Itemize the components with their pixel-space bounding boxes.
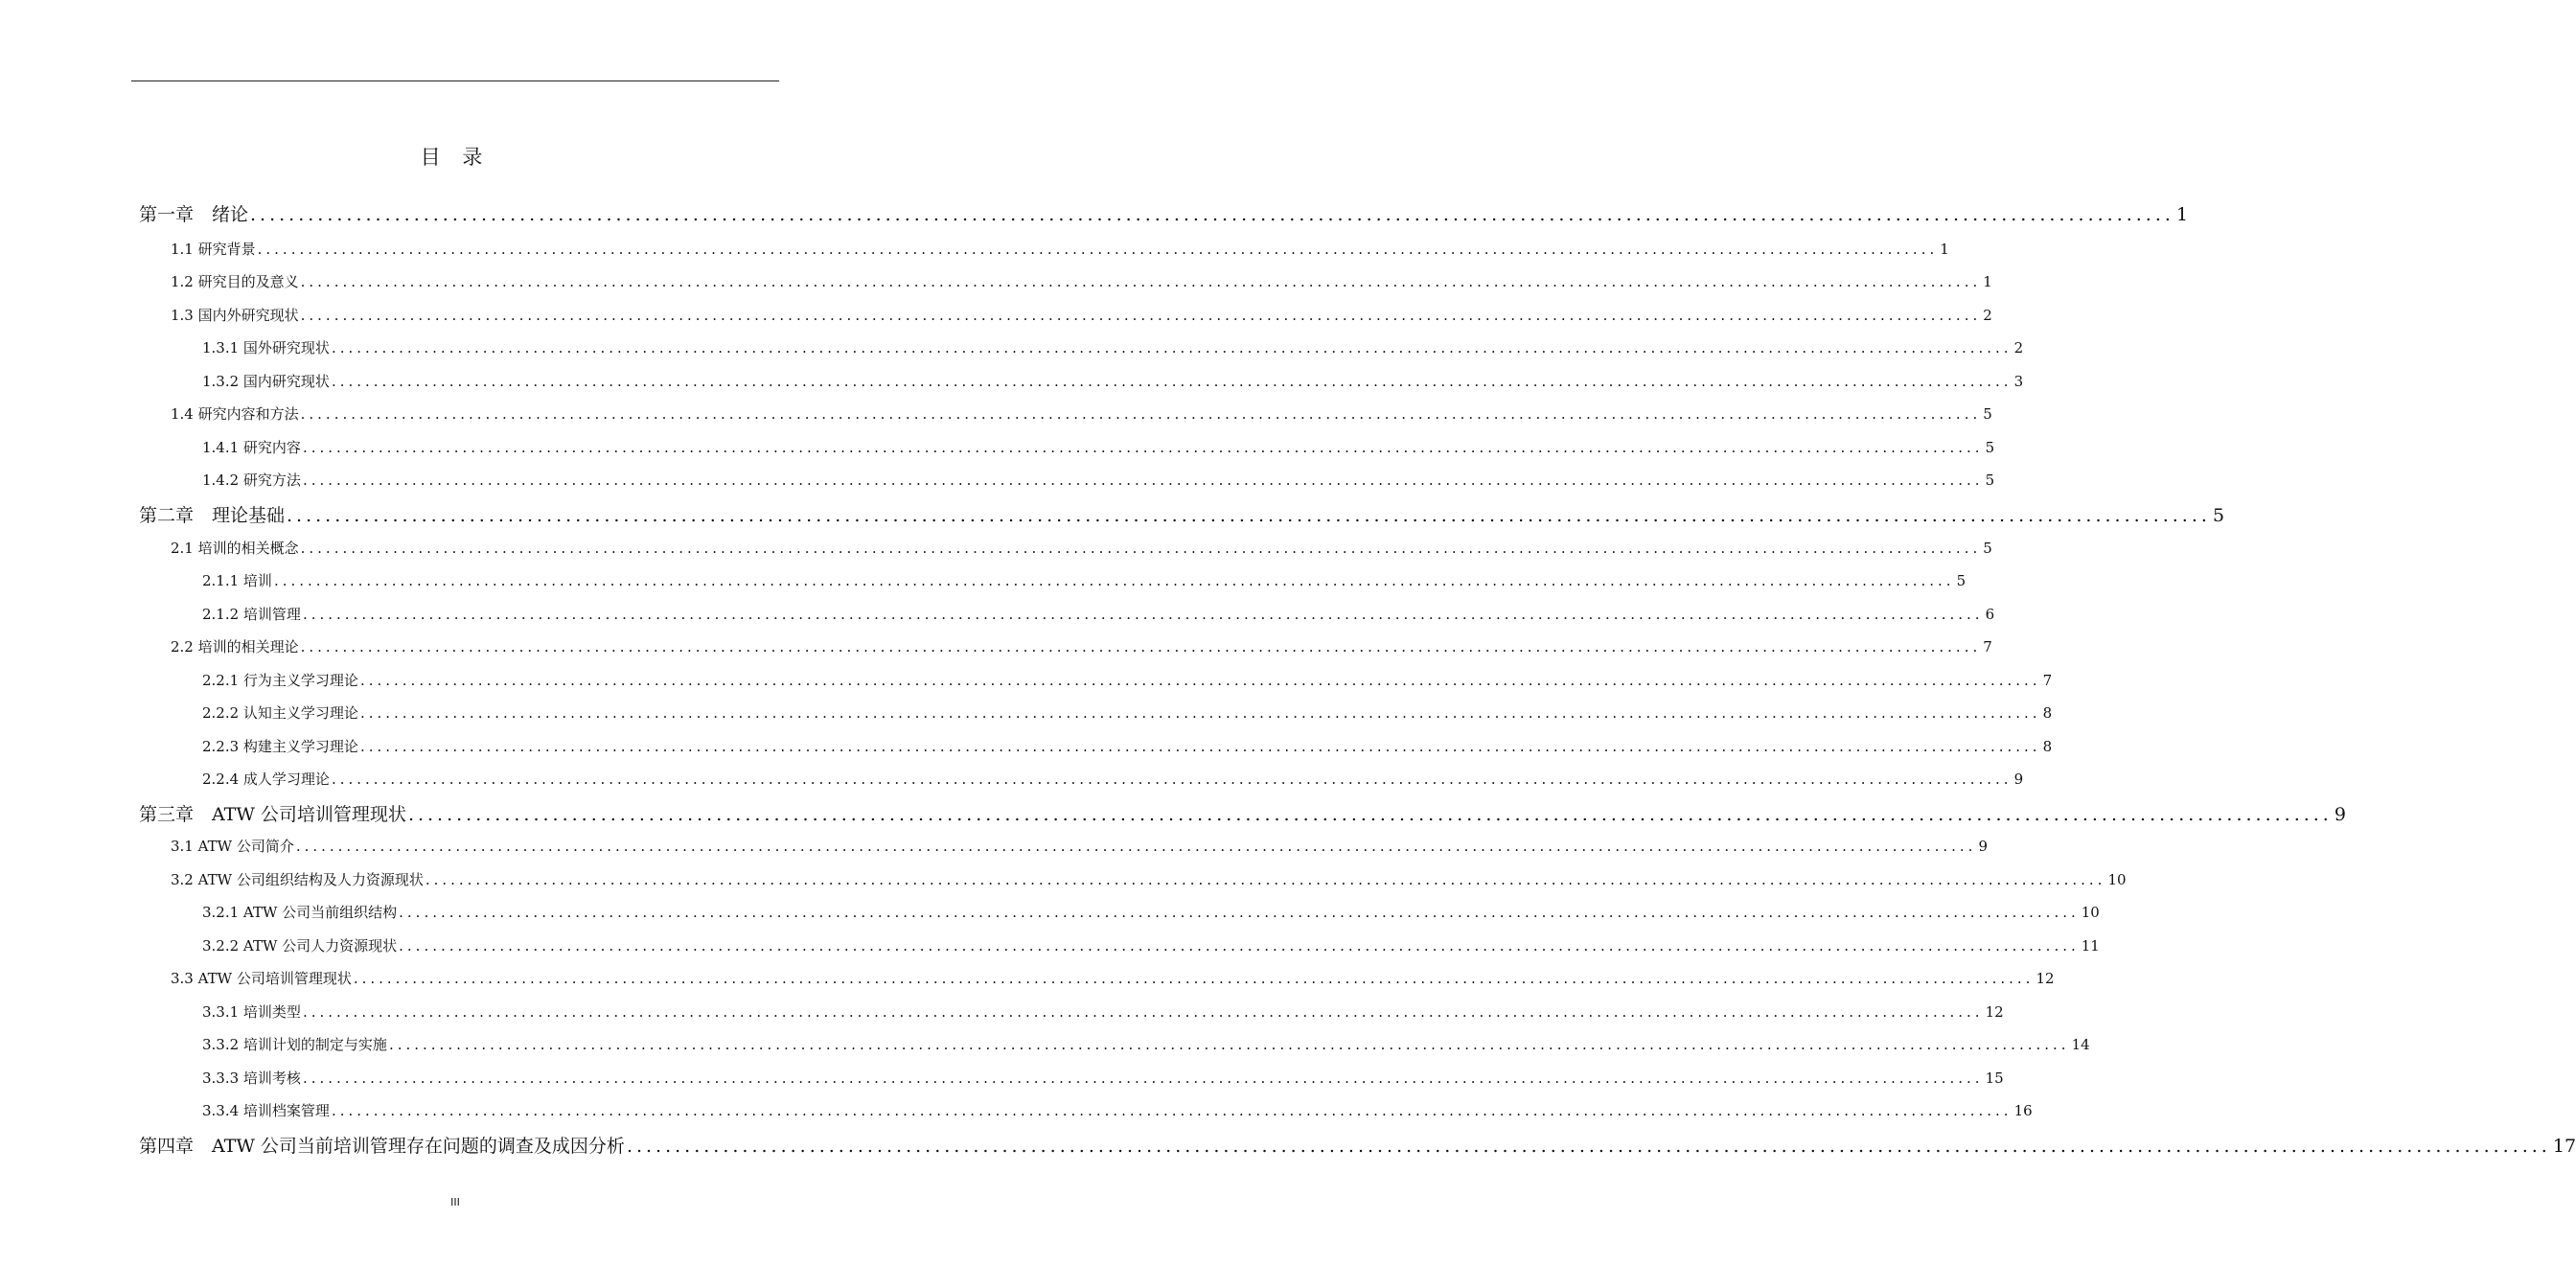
toc-entry-label: 2.2.1 行为主义学习理论	[202, 672, 358, 689]
toc-entry-3-3-3[interactable]	[202, 1068, 2004, 1088]
toc-entry-page: 5	[2212, 505, 2225, 526]
dot-leader: ........................................................................................................................................................................................................	[300, 307, 1982, 324]
toc-entry-3-3-1[interactable]	[202, 1001, 2004, 1022]
dot-leader: ........................................................................................................................................................................................................	[359, 672, 2041, 689]
dot-leader: ........................................................................................................................................................................................................	[331, 1102, 2012, 1119]
toc-entry-3-1[interactable]	[171, 836, 1988, 856]
toc-entry-label: 2.2 培训的相关理论	[171, 638, 299, 656]
toc-entry-2-1[interactable]	[171, 538, 1992, 558]
toc-entry-page: 14	[2071, 1036, 2090, 1053]
toc-entry-page: 8	[2042, 738, 2053, 755]
toc-entry-label: 第一章 绪论	[139, 204, 249, 225]
dot-leader: ........................................................................................................................................................................................................	[331, 373, 2012, 390]
dot-leader: ........................................................................................................................................................................................................	[407, 804, 2333, 825]
toc-entry-label: 3.2 ATW 公司组织结构及人力资源现状	[171, 871, 424, 888]
toc-entry-1-4-2[interactable]	[202, 470, 1995, 490]
toc-entry-label: 1.3.1 国外研究现状	[202, 339, 330, 356]
dot-leader: ........................................................................................................................................................................................................	[257, 241, 1939, 258]
toc-entry-ch4[interactable]	[139, 1132, 2576, 1158]
toc-entry-3-3-4[interactable]	[202, 1100, 2033, 1120]
dot-leader: ........................................................................................................................................................................................................	[359, 738, 2041, 755]
toc-entry-1-4[interactable]	[171, 403, 1992, 424]
toc-entry-ch1[interactable]	[139, 200, 2189, 226]
toc-entry-label: 1.4.1 研究内容	[202, 439, 301, 456]
toc-entry-label: 1.3.2 国内研究现状	[202, 373, 330, 390]
toc-entry-page: 5	[1983, 540, 1992, 557]
toc-entry-label: 3.3.3 培训考核	[202, 1070, 301, 1087]
toc-entry-page: 10	[2107, 871, 2127, 888]
dot-leader: ........................................................................................................................................................................................................	[273, 572, 1955, 589]
dot-leader: ........................................................................................................................................................................................................	[399, 937, 2080, 954]
toc-entry-page: 7	[2042, 672, 2053, 689]
dot-leader: ........................................................................................................................................................................................................	[331, 770, 2012, 788]
toc-entry-label: 3.3.2 培训计划的制定与实施	[202, 1036, 387, 1053]
dot-leader: ........................................................................................................................................................................................................	[626, 1136, 2551, 1157]
toc-entry-label: 1.4.2 研究方法	[202, 472, 301, 489]
dot-leader: ........................................................................................................................................................................................................	[353, 970, 2035, 987]
toc-entry-page: 17	[2552, 1136, 2576, 1157]
dot-leader: ........................................................................................................................................................................................................	[425, 871, 2106, 888]
toc-entry-page: 5	[1985, 439, 1995, 456]
toc-entry-page: 5	[1985, 472, 1995, 489]
toc-entry-page: 7	[1983, 638, 1992, 656]
toc-entry-1-3-2[interactable]	[202, 371, 2024, 391]
toc-entry-2-2-4[interactable]	[202, 769, 2024, 789]
toc-entry-label: 1.4 研究内容和方法	[171, 405, 299, 423]
dot-leader: ........................................................................................................................................................................................................	[302, 472, 1984, 489]
dot-leader: ........................................................................................................................................................................................................	[300, 405, 1982, 423]
toc-entry-page: 6	[1985, 606, 1995, 623]
toc-entry-label: 3.3.1 培训类型	[202, 1003, 301, 1021]
toc-entry-label: 2.1.1 培训	[202, 572, 272, 589]
dot-leader: ........................................................................................................................................................................................................	[295, 838, 1977, 855]
dot-leader: ........................................................................................................................................................................................................	[302, 1003, 1984, 1021]
toc-entry-2-2-1[interactable]	[202, 670, 2053, 690]
toc-entry-label: 3.2.1 ATW 公司当前组织结构	[202, 904, 398, 921]
toc-entry-ch2[interactable]	[139, 501, 2225, 527]
toc-entry-3-2[interactable]	[171, 869, 2127, 889]
toc-entry-label: 3.3.4 培训档案管理	[202, 1102, 330, 1119]
toc-entry-page: 9	[2334, 804, 2346, 825]
toc-entry-label: 2.1.2 培训管理	[202, 606, 301, 623]
toc-entry-page: 1	[1983, 273, 1992, 290]
toc-entry-page: 10	[2081, 904, 2100, 921]
toc-entry-page: 3	[2013, 373, 2024, 390]
dot-leader: ........................................................................................................................................................................................................	[250, 204, 2174, 225]
toc-entry-2-1-1[interactable]	[202, 570, 1966, 590]
dot-leader: ........................................................................................................................................................................................................	[300, 638, 1982, 656]
toc-entry-label: 3.3 ATW 公司培训管理现状	[171, 970, 352, 987]
toc-entry-page: 16	[2013, 1102, 2033, 1119]
toc-entry-label: 第二章 理论基础	[139, 505, 286, 526]
dot-leader: ........................................................................................................................................................................................................	[359, 704, 2041, 722]
toc-entry-page: 2	[2013, 339, 2024, 356]
dot-leader: ........................................................................................................................................................................................................	[331, 339, 2012, 356]
toc-entry-page: 2	[1983, 307, 1992, 324]
toc-entry-2-2-2[interactable]	[202, 702, 2053, 723]
toc-entry-3-3[interactable]	[171, 968, 2055, 988]
toc-entry-page: 11	[2081, 937, 2100, 954]
toc-entry-label: 2.2.3 构建主义学习理论	[202, 738, 358, 755]
dot-leader: ........................................................................................................................................................................................................	[302, 1070, 1984, 1087]
toc-entry-label: 1.1 研究背景	[171, 241, 256, 258]
toc-entry-label: 3.1 ATW 公司简介	[171, 838, 294, 855]
dot-leader: ........................................................................................................................................................................................................	[302, 606, 1984, 623]
toc-entry-ch3[interactable]	[139, 800, 2346, 826]
toc-entry-page: 1	[1940, 241, 1949, 258]
toc-entry-page: 1	[2175, 204, 2189, 225]
toc-entry-1-1[interactable]	[171, 239, 1949, 259]
toc-entry-page: 12	[1985, 1003, 2004, 1021]
dot-leader: ........................................................................................................................................................................................................	[399, 904, 2080, 921]
toc-entry-1-3-1[interactable]	[202, 337, 2024, 357]
toc-entry-page: 5	[1983, 405, 1992, 423]
toc-entry-1-2[interactable]	[171, 271, 1992, 291]
toc-entry-3-2-2[interactable]	[202, 935, 2100, 955]
toc-entry-page: 9	[1978, 838, 1988, 855]
toc-title: 目 录	[420, 146, 491, 169]
page-number: III	[450, 1196, 460, 1208]
toc-entry-label: 1.3 国内外研究现状	[171, 307, 299, 324]
header-rule	[131, 80, 779, 81]
toc-entry-2-1-2[interactable]	[202, 604, 1995, 624]
dot-leader: ........................................................................................................................................................................................................	[302, 439, 1984, 456]
dot-leader: ........................................................................................................................................................................................................	[388, 1036, 2070, 1053]
toc-entry-page: 15	[1985, 1070, 2004, 1087]
toc-entry-1-4-1[interactable]	[202, 437, 1995, 457]
toc-entry-page: 9	[2013, 770, 2024, 788]
toc-entry-page: 8	[2042, 704, 2053, 722]
toc-entry-label: 1.2 研究目的及意义	[171, 273, 299, 290]
toc-entry-1-3[interactable]	[171, 305, 1992, 325]
toc-entry-label: 2.2.2 认知主义学习理论	[202, 704, 358, 722]
toc-entry-2-2-3[interactable]	[202, 736, 2053, 756]
toc-entry-label: 第四章 ATW 公司当前培训管理存在问题的调查及成因分析	[139, 1136, 625, 1157]
toc-entry-label: 2.2.4 成人学习理论	[202, 770, 330, 788]
toc-entry-label: 2.1 培训的相关概念	[171, 540, 299, 557]
toc-entry-3-3-2[interactable]	[202, 1034, 2090, 1054]
toc-entry-label: 3.2.2 ATW 公司人力资源现状	[202, 937, 398, 954]
toc-entry-2-2[interactable]	[171, 636, 1992, 656]
toc-entry-3-2-1[interactable]	[202, 902, 2100, 922]
dot-leader: ........................................................................................................................................................................................................	[287, 505, 2211, 526]
dot-leader: ........................................................................................................................................................................................................	[300, 273, 1982, 290]
dot-leader: ........................................................................................................................................................................................................	[300, 540, 1982, 557]
toc-entry-label: 第三章 ATW 公司培训管理现状	[139, 804, 406, 825]
toc-entry-page: 5	[1956, 572, 1966, 589]
toc-entry-page: 12	[2036, 970, 2055, 987]
